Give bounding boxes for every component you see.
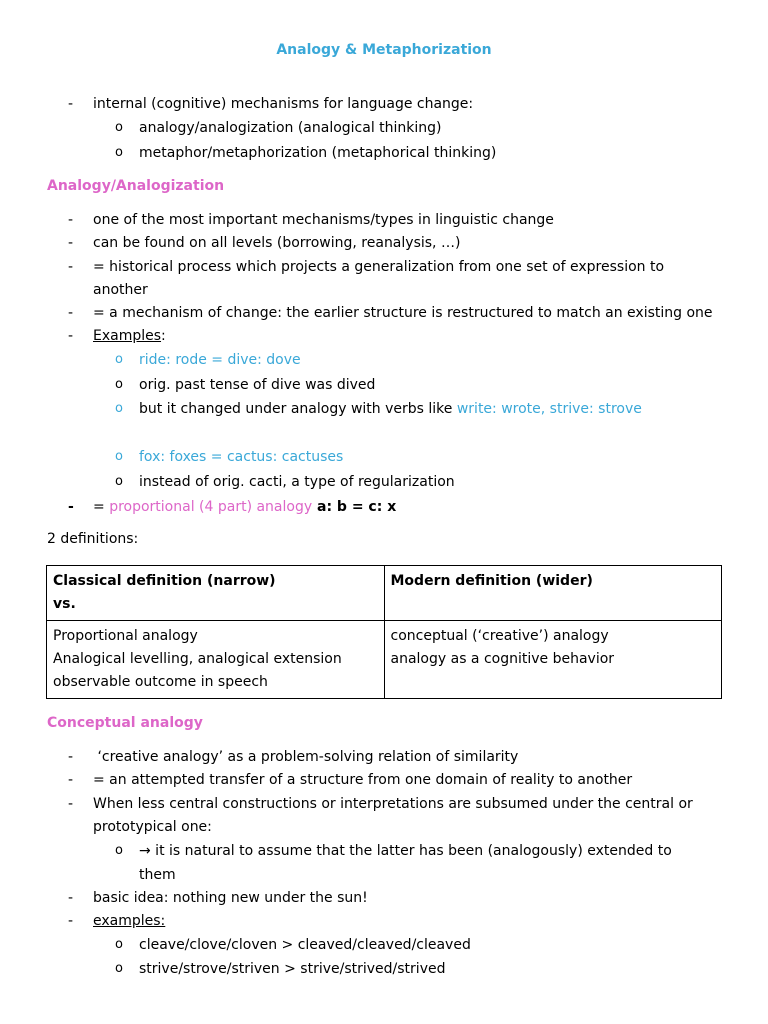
table-cell: [47, 621, 385, 699]
circle-bullet: o: [115, 120, 123, 135]
dash-bullet: -: [68, 890, 74, 906]
dash-bullet: -: [68, 212, 74, 228]
section-heading-analogy: Analogy/Analogization: [47, 178, 225, 194]
header-vs: vs.: [53, 596, 76, 612]
sub-item-continuation: them: [139, 867, 176, 883]
list-item: basic idea: nothing new under the sun!: [93, 890, 368, 906]
header-modern: Modern definition (wider): [390, 573, 593, 589]
list-item: = an attempted transfer of a structure from one domain of reality to another: [93, 772, 633, 788]
header-classical: Classical definition (narrow): [53, 573, 276, 589]
list-item: = a mechanism of change: the earlier structure is restructured to match an existing one: [93, 305, 713, 321]
list-item: can be found on all levels (borrowing, reanalysis, …): [93, 235, 461, 251]
table-header-row: [47, 566, 722, 621]
proportional-analogy-item: [93, 497, 396, 517]
example-item: instead of orig. cacti, a type of regularization: [139, 474, 455, 490]
dash-bullet: -: [68, 749, 74, 765]
example-item: ride: rode = dive: dove: [139, 352, 301, 368]
example-item: fox: foxes = cactus: cactuses: [139, 449, 344, 465]
table-cell: [384, 621, 722, 699]
section-heading-conceptual: Conceptual analogy: [47, 715, 203, 731]
cell-line: Proportional analogy: [53, 628, 198, 644]
dash-bullet: -: [68, 772, 74, 788]
example-highlight: write: wrote, strive: strove: [456, 401, 642, 417]
list-item-continuation: prototypical one:: [93, 819, 212, 835]
table-row: [47, 621, 722, 699]
cell-line: observable outcome in speech: [53, 674, 268, 690]
circle-bullet: o: [115, 377, 123, 392]
dash-bullet: -: [68, 913, 74, 929]
example-item: [139, 399, 642, 419]
dash-bullet: -: [68, 259, 74, 275]
examples-label: examples:: [93, 913, 166, 929]
prop-term: proportional (4 part) analogy: [109, 499, 313, 515]
cell-line: conceptual (‘creative’) analogy: [390, 628, 609, 644]
circle-bullet: o: [115, 401, 123, 416]
list-item: = historical process which projects a generalization from one set of expression to: [93, 259, 665, 275]
examples-label: [93, 326, 166, 346]
list-item: ‘creative analogy’ as a problem-solving relation of similarity: [93, 749, 519, 765]
circle-bullet: o: [115, 937, 123, 952]
table-header-cell: [384, 566, 722, 621]
intro-item: internal (cognitive) mechanisms for language change:: [93, 96, 474, 112]
definitions-table: [46, 565, 722, 699]
circle-bullet: o: [115, 474, 123, 489]
intro-sub-item: analogy/analogization (analogical thinking): [139, 120, 442, 136]
example-item: cleave/clove/cloven > cleaved/cleaved/cleaved: [139, 937, 471, 953]
prop-eq: =: [93, 499, 110, 515]
dash-bullet: -: [68, 328, 74, 344]
table-header-cell: [47, 566, 385, 621]
list-item: When less central constructions or interpretations are subsumed under the central or: [93, 796, 693, 812]
sub-item-text: it is natural to assume that the latter has been (analogously) extended to: [150, 843, 672, 859]
arrow-right-icon: →: [139, 843, 151, 859]
definitions-label: 2 definitions:: [47, 531, 139, 547]
prop-formula: a: b = c: x: [312, 499, 397, 515]
page-title: Analogy & Metaphorization: [276, 42, 492, 58]
list-item-continuation: another: [93, 282, 148, 298]
sub-item: [139, 841, 672, 861]
examples-label-text: Examples: [93, 328, 162, 344]
dash-bullet: -: [68, 235, 74, 251]
dash-bullet: -: [68, 499, 74, 515]
circle-bullet: o: [115, 352, 123, 367]
dash-bullet: -: [68, 796, 74, 812]
example-text: but it changed under analogy with verbs like: [139, 401, 457, 417]
dash-bullet: -: [68, 305, 74, 321]
cell-line: analogy as a cognitive behavior: [390, 651, 615, 667]
cell-line: Analogical levelling, analogical extension: [53, 651, 342, 667]
circle-bullet: o: [115, 961, 123, 976]
example-item: orig. past tense of dive was dived: [139, 377, 376, 393]
examples-colon: :: [161, 328, 166, 344]
dash-bullet: -: [68, 96, 74, 112]
example-item: strive/strove/striven > strive/strived/strived: [139, 961, 446, 977]
circle-bullet: o: [115, 145, 123, 160]
circle-bullet: o: [115, 843, 123, 858]
intro-sub-item: metaphor/metaphorization (metaphorical thinking): [139, 145, 497, 161]
list-item: one of the most important mechanisms/types in linguistic change: [93, 212, 554, 228]
circle-bullet: o: [115, 449, 123, 464]
